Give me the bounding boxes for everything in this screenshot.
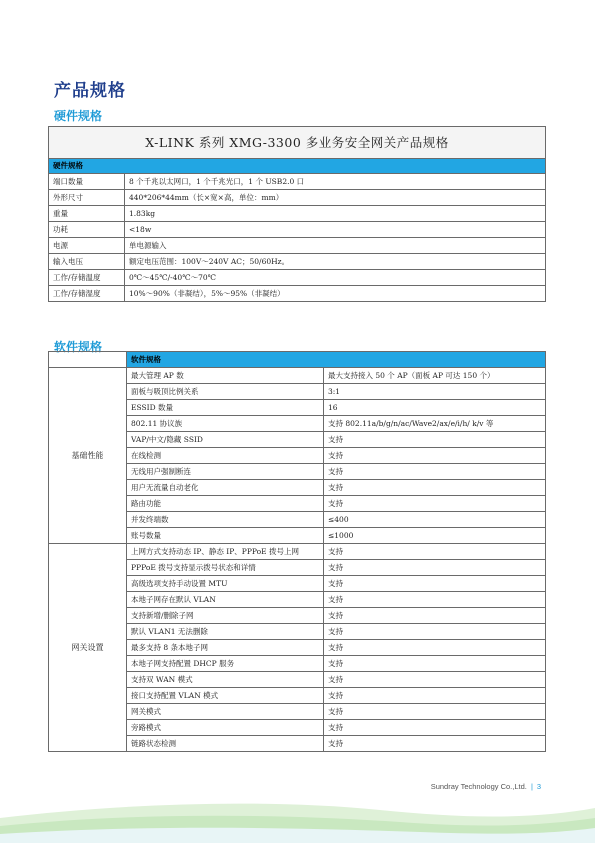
table-row (49, 222, 546, 238)
spec-label: 电源 (49, 238, 125, 254)
spec-value: 440*206*44mm（长×宽×高，单位：mm） (125, 190, 546, 206)
spec-label: 工作/存储湿度 (49, 286, 125, 302)
table-row (49, 190, 546, 206)
table-row (49, 270, 546, 286)
feature-label: 本地子网存在默认 VLAN (127, 592, 324, 608)
feature-value: 支持 (324, 448, 546, 464)
feature-label: 高级选项支持手动设置 MTU (127, 576, 324, 592)
feature-label: 账号数量 (127, 528, 324, 544)
spec-value: 0℃～45℃/-40℃～70℃ (125, 270, 546, 286)
spec-value: 单电源输入 (125, 238, 546, 254)
spec-value: 额定电压范围：100V～240V AC；50/60Hz。 (125, 254, 546, 270)
feature-value: 支持 802.11a/b/g/n/ac/Wave2/ax/e/i/h/ k/v 等 (324, 416, 546, 432)
feature-value: 支持 (324, 496, 546, 512)
table-row (49, 286, 546, 302)
feature-label: 在线检测 (127, 448, 324, 464)
feature-value: 支持 (324, 592, 546, 608)
table-row (49, 238, 546, 254)
feature-value: 支持 (324, 576, 546, 592)
page-number: 3 (536, 782, 541, 791)
feature-label: 上网方式支持动态 IP、静态 IP、PPPoE 拨号上网 (127, 544, 324, 560)
feature-value: 支持 (324, 688, 546, 704)
spec-label: 端口数量 (49, 174, 125, 190)
feature-value: 支持 (324, 560, 546, 576)
page-title: 产品规格 (54, 81, 126, 101)
hardware-heading: 硬件规格 (54, 109, 103, 123)
spec-value: 10%～90%（非凝结），5%～95%（非凝结） (125, 286, 546, 302)
feature-label: 链路状态检测 (127, 736, 324, 752)
spec-value: <18w (125, 222, 546, 238)
software-spec-table (48, 351, 546, 752)
spec-value: 1.83kg (125, 206, 546, 222)
feature-value: 支持 (324, 480, 546, 496)
feature-label: 最多支持 8 条本地子网 (127, 640, 324, 656)
spec-label: 工作/存储温度 (49, 270, 125, 286)
feature-value: 支持 (324, 544, 546, 560)
feature-label: 并发终端数 (127, 512, 324, 528)
feature-value: 支持 (324, 640, 546, 656)
table-caption-row (49, 127, 546, 159)
hardware-spec-table (48, 126, 546, 302)
section-label: 硬件规格 (49, 159, 546, 174)
software-heading: 软件规格 (54, 340, 103, 354)
feature-value: 支持 (324, 464, 546, 480)
feature-value: 支持 (324, 608, 546, 624)
feature-value: 支持 (324, 656, 546, 672)
feature-value: ≤1000 (324, 528, 546, 544)
blank-cell (49, 352, 127, 368)
feature-label: 最大管理 AP 数 (127, 368, 324, 384)
spec-label: 重量 (49, 206, 125, 222)
feature-label: 面板与吸顶比例关系 (127, 384, 324, 400)
table-row (49, 368, 546, 384)
feature-value: 支持 (324, 672, 546, 688)
section-label: 软件规格 (127, 352, 546, 368)
feature-label: 默认 VLAN1 无法删除 (127, 624, 324, 640)
spec-label: 功耗 (49, 222, 125, 238)
feature-label: 无线用户强制断连 (127, 464, 324, 480)
feature-label: 接口支持配置 VLAN 模式 (127, 688, 324, 704)
feature-label: 802.11 协议族 (127, 416, 324, 432)
feature-value: 支持 (324, 624, 546, 640)
table-row (49, 206, 546, 222)
footer-wave-decoration (0, 790, 595, 843)
feature-value: 3:1 (324, 384, 546, 400)
feature-label: ESSID 数量 (127, 400, 324, 416)
feature-label: 旁路模式 (127, 720, 324, 736)
feature-value: 支持 (324, 704, 546, 720)
feature-label: 本地子网支持配置 DHCP 服务 (127, 656, 324, 672)
feature-value: 16 (324, 400, 546, 416)
group-label: 网关设置 (49, 544, 127, 752)
feature-label: VAP/中文/隐藏 SSID (127, 432, 324, 448)
feature-label: 网关模式 (127, 704, 324, 720)
section-row (49, 159, 546, 174)
table-row (49, 254, 546, 270)
section-row (49, 352, 546, 368)
feature-label: 路由功能 (127, 496, 324, 512)
group-label: 基础性能 (49, 368, 127, 544)
feature-value: 支持 (324, 736, 546, 752)
feature-value: 最大支持接入 50 个 AP（面板 AP 可达 150 个） (324, 368, 546, 384)
feature-label: 支持双 WAN 模式 (127, 672, 324, 688)
feature-label: 用户无流量自动老化 (127, 480, 324, 496)
feature-label: PPPoE 拨号支持显示拨号状态和详情 (127, 560, 324, 576)
spec-label: 输入电压 (49, 254, 125, 270)
table-row (49, 544, 546, 560)
feature-value: ≤400 (324, 512, 546, 528)
spec-label: 外形尺寸 (49, 190, 125, 206)
footer-company: Sundray Technology Co.,Ltd. | (430, 782, 533, 791)
feature-value: 支持 (324, 720, 546, 736)
table-caption: X-LINK 系列 XMG-3300 多业务安全网关产品规格 (49, 127, 546, 159)
feature-label: 支持新增/删除子网 (127, 608, 324, 624)
table-row (49, 174, 546, 190)
spec-value: 8 个千兆以太网口，1 个千兆光口，1 个 USB2.0 口 (125, 174, 546, 190)
feature-value: 支持 (324, 432, 546, 448)
